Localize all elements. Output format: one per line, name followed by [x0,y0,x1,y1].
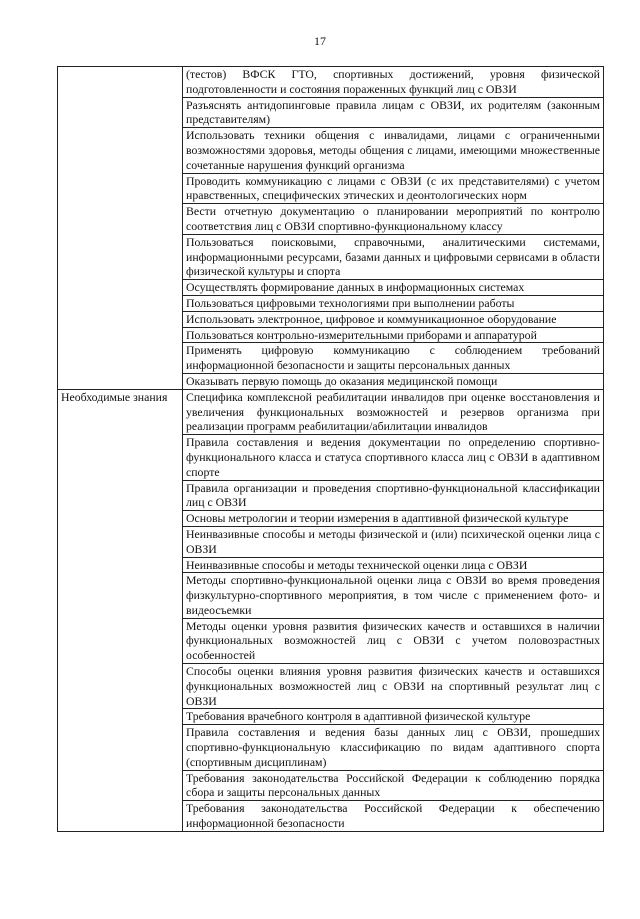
table-row [58,709,604,725]
section-label-continuation [58,526,183,557]
requirement-cell: Вести отчетную документацию о планировании мероприятий по контролю соответствия лиц с ОВЗИ спортивно-функциональному классу [183,204,604,235]
requirement-cell: (тестов) ВФСК ГТО, спортивных достижений, уровня физической подготовленности и состояния пораженных функций лиц с ОВЗИ [183,67,604,98]
requirement-cell: Специфика комплексной реабилитации инвалидов при оценке восстановления и увеличения функциональных возможностей и резервов организма при реализации программ реабилитации/абилитации инвалидов [183,389,604,434]
table-row [58,511,604,527]
table-row [58,204,604,235]
table-row [58,97,604,128]
requirement-cell: Применять цифровую коммуникацию с соблюдением требований информационной безопасности и защиты персональных данных [183,343,604,374]
requirement-cell: Осуществлять формирование данных в информационных системах [183,280,604,296]
requirement-cell: Правила составления и ведения документации по определению спортивно-функционального класса и статуса спортивного класса лиц с ОВЗИ в адаптивном спорте [183,435,604,480]
section-label-continuation [58,295,183,311]
requirement-cell: Пользоваться контрольно-измерительными приборами и аппаратурой [183,327,604,343]
section-label-continuation [58,311,183,327]
table-row [58,67,604,98]
requirement-cell: Использовать электронное, цифровое и коммуникационное оборудование [183,311,604,327]
requirement-cell: Разъяснять антидопинговые правила лицам с ОВЗИ, их родителям (законным представителям) [183,97,604,128]
section-label-continuation [58,770,183,801]
table-row [58,128,604,173]
table-row [58,770,604,801]
requirement-cell: Требования врачебного контроля в адаптивной физической культуре [183,709,604,725]
requirement-cell: Неинвазивные способы и методы физической и (или) психической оценки лица с ОВЗИ [183,526,604,557]
table-row [58,343,604,374]
section-label-continuation [58,343,183,374]
requirement-cell: Использовать техники общения с инвалидами, лицами с ограниченными возможностями здоровья, методы общения с лицами, имеющими множественные сочетанные нарушения функций организма [183,128,604,173]
requirement-cell: Требования законодательства Российской Федерации к обеспечению информационной безопасности [183,801,604,832]
table-row [58,311,604,327]
requirement-cell: Пользоваться поисковыми, справочными, аналитическими системами, информационными ресурсами, базами данных и цифровыми сервисами в области физической культуры и спорта [183,234,604,279]
section-label-continuation [58,801,183,832]
skills-section [58,67,604,390]
page-number: 17 [314,34,326,48]
table-row [58,526,604,557]
table-row [58,280,604,296]
requirement-cell: Неинвазивные способы и методы технической оценки лица с ОВЗИ [183,557,604,573]
table-row [58,295,604,311]
table-row [58,327,604,343]
section-label-continuation [58,435,183,480]
table-row [58,618,604,663]
requirement-cell: Оказывать первую помощь до оказания медицинской помощи [183,373,604,389]
section-label-continuation [58,664,183,709]
section-label-continuation [58,480,183,511]
requirement-cell: Правила составления и ведения базы данных лиц с ОВЗИ, прошедших спортивно-функциональную классификацию по видам адаптивного спорта (спортивным дисциплинам) [183,725,604,770]
section-label-continuation [58,280,183,296]
section-label-continuation [58,204,183,235]
table-row [58,389,604,434]
section-label-continuation [58,557,183,573]
table-row [58,801,604,832]
section-label: Необходимые знания [58,389,183,434]
table-row [58,435,604,480]
section-label-continuation [58,234,183,279]
section-label-continuation [58,511,183,527]
requirement-cell: Требования законодательства Российской Федерации к соблюдению порядка сбора и защиты персональных данных [183,770,604,801]
section-label-continuation [58,97,183,128]
section-label-continuation [58,709,183,725]
requirement-cell: Методы спортивно-функциональной оценки лица с ОВЗИ во время проведения физкультурно-спортивного мероприятия, в том числе с применением фото- и видеосъемки [183,573,604,618]
section-label-continuation [58,128,183,173]
requirement-cell: Проводить коммуникацию с лицами с ОВЗИ (с их представителями) с учетом нравственных, специфических этических и деонтологических норм [183,173,604,204]
table-row [58,373,604,389]
section-label-continuation [58,373,183,389]
table-row [58,573,604,618]
table-row [58,234,604,279]
section-label-continuation [58,173,183,204]
table-row [58,557,604,573]
section-label [58,67,183,98]
table-row [58,664,604,709]
requirements-table [57,66,604,832]
requirement-cell: Основы метрологии и теории измерения в адаптивной физической культуре [183,511,604,527]
requirement-cell: Правила организации и проведения спортивно-функциональной классификации лиц с ОВЗИ [183,480,604,511]
section-label-continuation [58,725,183,770]
section-label-continuation [58,327,183,343]
table-row [58,725,604,770]
requirement-cell: Пользоваться цифровыми технологиями при выполнении работы [183,295,604,311]
table-row [58,173,604,204]
section-label-continuation [58,618,183,663]
section-label-continuation [58,573,183,618]
requirement-cell: Методы оценки уровня развития физических качеств и оставшихся в наличии функциональных возможностей лиц с ОВЗИ с учетом половозрастных особенностей [183,618,604,663]
knowledge-section [58,389,604,831]
table-row [58,480,604,511]
requirement-cell: Способы оценки влияния уровня развития физических качеств и оставшихся функциональных возможностей лиц с ОВЗИ на спортивный результат лиц с ОВЗИ [183,664,604,709]
